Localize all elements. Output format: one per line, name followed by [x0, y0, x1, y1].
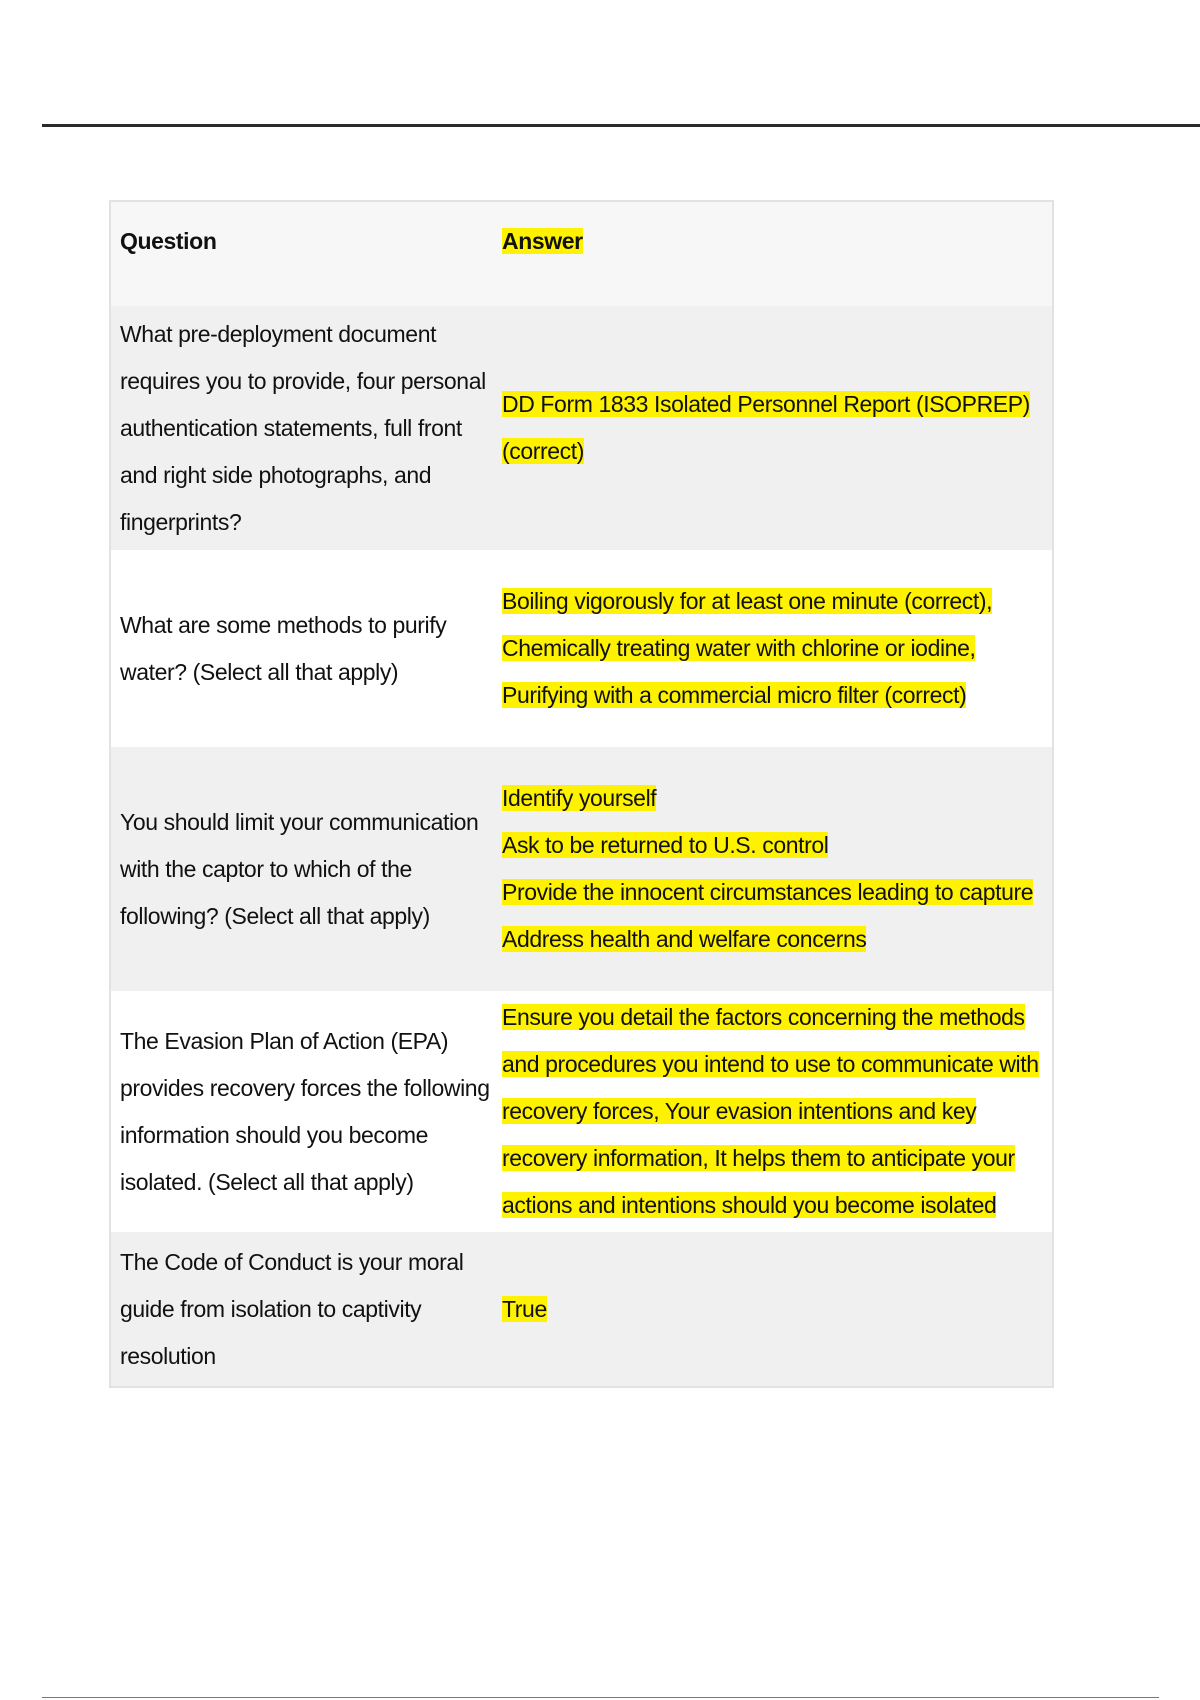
answer-line: Identify yourself: [502, 785, 657, 811]
table-row: [111, 991, 1052, 1232]
answer-text: Boiling vigorously for at least one minute (correct), Chemically treating water with chlorine or iodine, Purifying with a commercial micro filter (correct): [502, 588, 993, 708]
table-row: [111, 1232, 1052, 1386]
question-cell: What pre-deployment document requires you to provide, four personal authentication statements, full front and right side photographs, and fingerprints?: [120, 320, 486, 535]
top-rule: [42, 124, 1200, 127]
answer-line: Ask to be returned to U.S. control: [502, 832, 829, 858]
question-cell: What are some methods to purify water? (Select all that apply): [120, 611, 447, 685]
bottom-rule: [42, 1697, 1159, 1698]
answer-cell: [502, 381, 1052, 475]
table-row: [111, 306, 1052, 550]
table-row: [111, 747, 1052, 991]
table-row: [111, 550, 1052, 747]
table-header-row: [111, 202, 1052, 306]
answer-cell: [502, 994, 1052, 1229]
answer-text: Ensure you detail the factors concerning the methods and procedures you intend to use to communicate with recovery forces, Your evasion intentions and key recovery information, It helps them to anticipate your actions and intentions should you become isolated: [502, 1004, 1039, 1218]
answer-cell: [502, 775, 1052, 963]
qa-table: [109, 200, 1054, 1388]
answer-line: Address health and welfare concerns: [502, 926, 867, 952]
header-answer-text: Answer: [502, 228, 583, 254]
question-cell: The Evasion Plan of Action (EPA) provides recovery forces the following information should you become isolated. (Select all that apply): [120, 1027, 490, 1195]
question-cell: The Code of Conduct is your moral guide from isolation to captivity resolution: [120, 1248, 464, 1369]
answer-text: True: [502, 1295, 547, 1322]
answer-text: DD Form 1833 Isolated Personnel Report (ISOPREP) (correct): [502, 391, 1030, 464]
question-cell: You should limit your communication with the captor to which of the following? (Select all that apply): [120, 808, 479, 929]
header-question: Question: [120, 228, 217, 254]
answer-cell: [502, 578, 1052, 719]
header-answer: [502, 202, 1052, 265]
answer-line: Provide the innocent circumstances leading to capture: [502, 879, 1034, 905]
answer-cell: [502, 1286, 1052, 1333]
